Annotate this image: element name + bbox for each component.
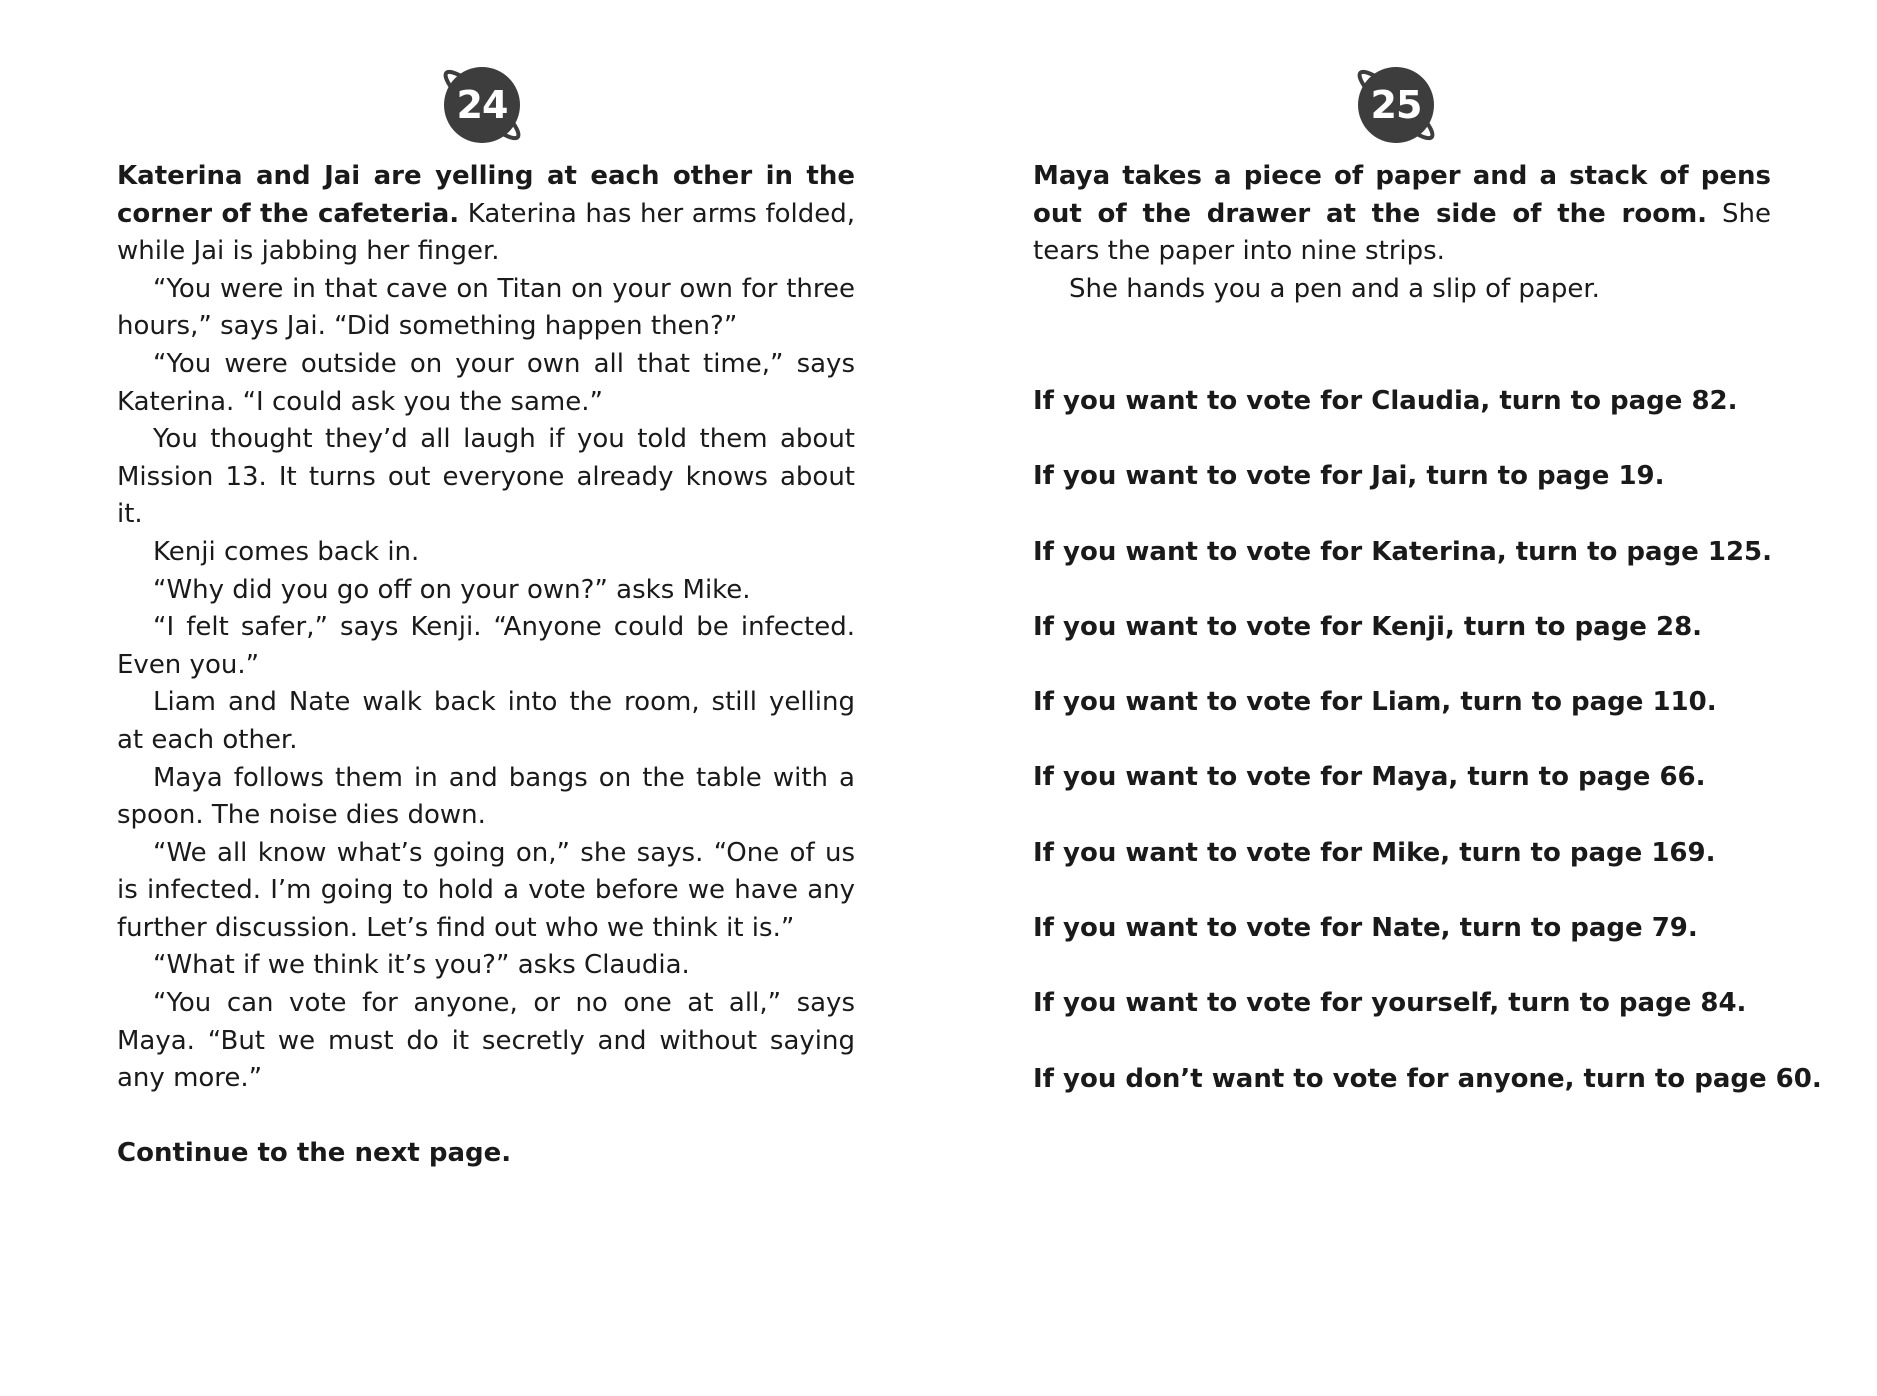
vote-choices: [1033, 383, 1822, 1136]
choice-katerina[interactable]: If you want to vote for Katerina, turn to page 125.: [1033, 536, 1773, 567]
paragraph-text: She tears the paper into nine strips.: [1033, 198, 1771, 267]
choice-yourself[interactable]: If you want to vote for yourself, turn to page 84.: [1033, 988, 1747, 1019]
choice-maya[interactable]: If you want to vote for Maya, turn to page 66.: [1033, 762, 1706, 793]
story-text: [1033, 158, 1771, 308]
page-number: 24: [456, 83, 508, 127]
choice-no-one[interactable]: If you don’t want to vote for anyone, turn to page 60.: [1033, 1063, 1822, 1094]
choice-claudia[interactable]: If you want to vote for Claudia, turn to page 82.: [1033, 386, 1738, 416]
paragraph: “You can vote for anyone, or no one at all,” says Maya. “But we must do it secretly and without saying any more.”: [117, 988, 855, 1094]
choice-liam[interactable]: If you want to vote for Liam, turn to page 110.: [1033, 687, 1717, 718]
choice-kenji[interactable]: If you want to vote for Kenji, turn to page 28.: [1033, 611, 1703, 642]
paragraph: “We all know what’s going on,” she says. “One of us is infected. I’m going to hold a vote before we have any further discussion. Let’s find out who we think it is.”: [117, 837, 855, 943]
paragraph: Maya follows them in and bangs on the table with a spoon. The noise dies down.: [117, 762, 855, 831]
paragraph-bold-lead: Katerina and Jai are yelling at each other in the corner of the cafeteria.: [117, 161, 855, 229]
paragraph-text: Katerina has her arms folded, while Jai is jabbing her finger.: [117, 198, 855, 267]
paragraph: “Why did you go off on your own?” asks Mike.: [153, 574, 751, 605]
paragraph: [117, 158, 855, 271]
paragraph: “You were outside on your own all that time,” says Katerina. “I could ask you the same.”: [117, 348, 855, 417]
page-number-badge: [1351, 60, 1441, 150]
paragraph: [1033, 158, 1771, 271]
left-page: [117, 0, 857, 1396]
continue-instruction: Continue to the next page.: [117, 1138, 512, 1168]
paragraph: Liam and Nate walk back into the room, still yelling at each other.: [117, 687, 855, 755]
paragraph: “I felt safer,” says Kenji. “Anyone could be infected. Even you.”: [117, 612, 855, 680]
story-text: [117, 158, 855, 1098]
right-page: [1033, 0, 1822, 1396]
paragraph: “You were in that cave on Titan on your own for three hours,” says Jai. “Did something happen then?”: [117, 273, 855, 342]
paragraph-bold-lead: Maya takes a piece of paper and a stack of pens out of the drawer at the side of the room.: [1033, 161, 1771, 229]
choice-nate[interactable]: If you want to vote for Nate, turn to page 79.: [1033, 913, 1698, 944]
paragraph: Kenji comes back in.: [153, 536, 420, 567]
paragraph: You thought they’d all laugh if you told them about Mission 13. It turns out everyone already knows about it.: [117, 424, 855, 530]
page-number: 25: [1370, 83, 1422, 127]
choice-jai[interactable]: If you want to vote for Jai, turn to page 19.: [1033, 461, 1665, 492]
page-number-badge: [437, 60, 527, 150]
paragraph: “What if we think it’s you?” asks Claudia.: [153, 950, 690, 981]
paragraph: She hands you a pen and a slip of paper.: [1069, 273, 1600, 304]
choice-mike[interactable]: If you want to vote for Mike, turn to page 169.: [1033, 837, 1716, 868]
